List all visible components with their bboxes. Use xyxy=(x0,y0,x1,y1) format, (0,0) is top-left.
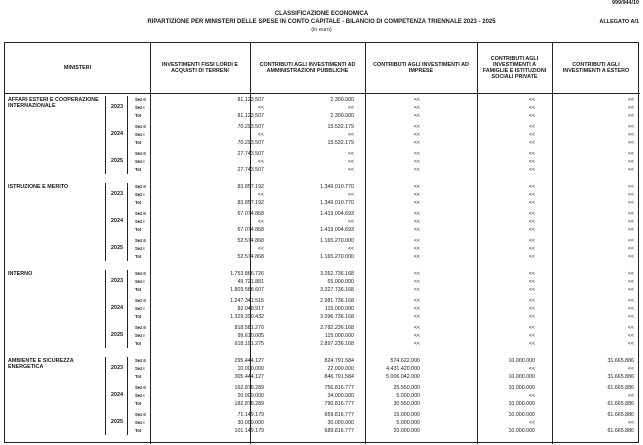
year-label: 2024 xyxy=(110,305,124,311)
cell-value: 182.878.289 xyxy=(234,401,264,407)
cell-value: 31.665.886 xyxy=(607,358,634,364)
cell-value: << xyxy=(413,200,420,206)
cell-value: 30.550.000 xyxy=(393,401,420,407)
cell-value: << xyxy=(627,287,634,293)
table-row xyxy=(5,131,640,139)
cell-value: << xyxy=(528,159,535,165)
cell-value: << xyxy=(528,151,535,157)
cell-value: 1.247.341.515 xyxy=(230,298,264,304)
row-label: Sez I xyxy=(135,132,145,137)
row-label: Tot xyxy=(135,140,142,145)
cell-value: << xyxy=(627,420,634,426)
cell-value: << xyxy=(528,298,535,304)
unit-label: (in euro) xyxy=(311,27,332,33)
cell-value: 10.000.000 xyxy=(237,366,264,372)
year-label: 2025 xyxy=(110,245,124,251)
year-label: 2025 xyxy=(110,419,124,425)
cell-value: 30.000.000 xyxy=(327,420,354,426)
cell-value: 1.419.004.693 xyxy=(320,211,354,217)
row-label: Sez II xyxy=(135,184,146,189)
row-label: Sez I xyxy=(135,333,145,338)
cell-value: << xyxy=(528,97,535,103)
year-column-divider xyxy=(105,183,106,261)
cell-value: << xyxy=(413,271,420,277)
cell-value: << xyxy=(627,333,634,339)
cell-value: 1.349.010.770 xyxy=(320,200,354,206)
cell-value: 27.743.507 xyxy=(237,151,264,157)
cell-value: 101.149.179 xyxy=(234,428,264,434)
row-label: Sez II xyxy=(135,412,146,417)
row-label: Sez I xyxy=(135,192,145,197)
row-label: Sez II xyxy=(135,151,146,156)
cell-value: 305.444.127 xyxy=(234,374,264,380)
cell-value: << xyxy=(413,333,420,339)
row-label: Sez I xyxy=(135,420,145,425)
cell-value: << xyxy=(528,325,535,331)
cell-value: << xyxy=(347,151,354,157)
row-label: Sez I xyxy=(135,219,145,224)
cell-value: 61.665.886 xyxy=(607,385,634,391)
table-row xyxy=(5,226,640,234)
cell-value: << xyxy=(528,132,535,138)
table-row xyxy=(5,158,640,166)
table-row xyxy=(5,400,640,408)
cell-value: << xyxy=(627,246,634,252)
cell-value: << xyxy=(413,124,420,130)
cell-value: << xyxy=(413,184,420,190)
table-row xyxy=(5,384,640,392)
document-subtitle: RIPARTIZIONE PER MINISTERI DELLE SPESE IN CONTO CAPITALE - BILANCIO DI COMPETENZA TRIENNALE 2023 - 2025 xyxy=(147,19,496,25)
year-column-divider xyxy=(127,183,128,261)
row-label: Tot xyxy=(135,254,142,259)
cell-value: << xyxy=(627,200,634,206)
table-row xyxy=(5,183,640,191)
table-row xyxy=(5,340,640,348)
cell-value: << xyxy=(413,254,420,260)
cell-value: << xyxy=(413,306,420,312)
cell-value: << xyxy=(528,105,535,111)
cell-value: 689.816.777 xyxy=(324,428,354,434)
year-column-divider xyxy=(105,96,106,174)
spending-table xyxy=(4,42,639,443)
cell-value: 22.000.000 xyxy=(327,366,354,372)
cell-value: << xyxy=(347,219,354,225)
cell-value: << xyxy=(413,97,420,103)
row-label: Tot xyxy=(135,167,142,172)
table-row xyxy=(5,237,640,245)
row-label: Sez I xyxy=(135,393,145,398)
table-row xyxy=(5,324,640,332)
cell-value: << xyxy=(413,211,420,217)
cell-value: << xyxy=(528,200,535,206)
ministry-name: ISTRUZIONE E MERITO xyxy=(8,184,69,190)
cell-value: << xyxy=(528,113,535,119)
cell-value: << xyxy=(627,219,634,225)
row-label: Sez II xyxy=(135,298,146,303)
cell-value: 818.581.270 xyxy=(234,325,264,331)
table-row xyxy=(5,112,640,120)
page-number: 999/944/10 xyxy=(612,0,639,6)
cell-value: << xyxy=(627,393,634,399)
cell-value: 5.000.000 xyxy=(396,420,420,426)
cell-value: << xyxy=(413,105,420,111)
cell-value: 70.293.507 xyxy=(237,124,264,130)
table-row xyxy=(5,218,640,226)
cell-value: << xyxy=(413,159,420,165)
cell-value: 1.349.010.770 xyxy=(320,184,354,190)
cell-value: << xyxy=(627,113,634,119)
cell-value: << xyxy=(627,298,634,304)
row-label: Sez II xyxy=(135,211,146,216)
cell-value: 71.149.179 xyxy=(237,412,264,418)
row-label: Tot xyxy=(135,341,142,346)
year-label: 2025 xyxy=(110,158,124,164)
cell-value: 61.665.886 xyxy=(607,401,634,407)
table-row xyxy=(5,427,640,435)
cell-value: 83.857.192 xyxy=(237,184,264,190)
header-divider xyxy=(5,93,640,94)
year-column-divider xyxy=(105,270,106,348)
row-label: Sez II xyxy=(135,325,146,330)
table-row xyxy=(5,150,640,158)
cell-value: << xyxy=(413,192,420,198)
cell-value: 15.532.179 xyxy=(327,124,354,130)
ministry-name: AMBIENTE E SICUREZZA ENERGETICA xyxy=(8,358,74,371)
cell-value: 30.000.000 xyxy=(237,420,264,426)
cell-value: 846.791.584 xyxy=(324,374,354,380)
cell-value: << xyxy=(257,105,264,111)
cell-value: 10.000.000 xyxy=(508,412,535,418)
cell-value: 790.816.777 xyxy=(324,401,354,407)
cell-value: << xyxy=(347,167,354,173)
cell-value: << xyxy=(413,298,420,304)
cell-value: << xyxy=(528,238,535,244)
header-contributi-famiglie: CONTRIBUTI AGLI INVESTIMENTI A FAMIGLIE E ISTITUZIONI SOCIALI PRIVATE xyxy=(482,55,547,81)
cell-value: 3.262.736.168 xyxy=(320,271,354,277)
table-row xyxy=(5,104,640,112)
year-column-divider xyxy=(127,96,128,174)
row-label: Tot xyxy=(135,227,142,232)
cell-value: << xyxy=(528,306,535,312)
cell-value: << xyxy=(627,314,634,320)
cell-value: << xyxy=(347,159,354,165)
cell-value: << xyxy=(413,314,420,320)
cell-value: 10.000.000 xyxy=(508,385,535,391)
cell-value: << xyxy=(528,366,535,372)
year-label: 2024 xyxy=(110,131,124,137)
cell-value: << xyxy=(347,132,354,138)
cell-value: << xyxy=(627,227,634,233)
cell-value: << xyxy=(627,159,634,165)
cell-value: << xyxy=(413,219,420,225)
cell-value: 25.550.000 xyxy=(393,385,420,391)
cell-value: << xyxy=(528,420,535,426)
cell-value: << xyxy=(627,341,634,347)
cell-value: << xyxy=(528,227,535,233)
cell-value: 2.897.236.168 xyxy=(320,341,354,347)
cell-value: << xyxy=(627,366,634,372)
cell-value: << xyxy=(413,113,420,119)
table-row xyxy=(5,392,640,400)
cell-value: 1.803.588.607 xyxy=(230,287,264,293)
header-ministeri: MINISTERI xyxy=(63,64,92,71)
cell-value: << xyxy=(413,325,420,331)
cell-value: 20.000.000 xyxy=(393,428,420,434)
cell-value: 3.327.736.168 xyxy=(320,287,354,293)
row-label: Sez I xyxy=(135,105,145,110)
header-investimenti-fissi: INVESTIMENTI FISSI LORDI E ACQUISTI DI TERRENI xyxy=(161,61,239,74)
cell-value: 31.665.886 xyxy=(607,374,634,380)
cell-value: 659.816.777 xyxy=(324,412,354,418)
cell-value: << xyxy=(627,132,634,138)
cell-value: 2.300.000 xyxy=(330,97,354,103)
row-label: Sez I xyxy=(135,279,145,284)
year-column-divider xyxy=(105,357,106,435)
cell-value: << xyxy=(627,167,634,173)
cell-value: 2.300.000 xyxy=(330,113,354,119)
table-row xyxy=(5,373,640,381)
cell-value: 67.074.868 xyxy=(237,227,264,233)
cell-value: 2.782.236.168 xyxy=(320,325,354,331)
cell-value: << xyxy=(413,287,420,293)
cell-value: << xyxy=(413,151,420,157)
cell-value: 81.123.507 xyxy=(237,113,264,119)
year-column-divider xyxy=(127,357,128,435)
table-row xyxy=(5,96,640,104)
cell-value: << xyxy=(257,246,264,252)
cell-value: 1.753.866.726 xyxy=(230,271,264,277)
cell-value: 918.191.275 xyxy=(234,341,264,347)
cell-value: 15.000.000 xyxy=(393,412,420,418)
row-label: Sez II xyxy=(135,238,146,243)
cell-value: << xyxy=(413,140,420,146)
cell-value: 5.000.000 xyxy=(396,393,420,399)
ministry-name: INTERNO xyxy=(8,271,33,277)
row-label: Tot xyxy=(135,113,142,118)
cell-value: 574.622.000 xyxy=(390,358,420,364)
cell-value: 162.878.289 xyxy=(234,385,264,391)
table-row xyxy=(5,305,640,313)
cell-value: 3.096.736.168 xyxy=(320,314,354,320)
cell-value: << xyxy=(627,105,634,111)
table-row xyxy=(5,278,640,286)
cell-value: 4.431.420.000 xyxy=(386,366,420,372)
year-label: 2023 xyxy=(110,365,124,371)
cell-value: << xyxy=(528,124,535,130)
table-row xyxy=(5,245,640,253)
cell-value: << xyxy=(528,341,535,347)
table-row xyxy=(5,332,640,340)
cell-value: << xyxy=(347,192,354,198)
cell-value: << xyxy=(627,140,634,146)
document-title: CLASSIFICAZIONE ECONOMICA xyxy=(274,11,369,17)
cell-value: 1.165.270.000 xyxy=(320,238,354,244)
row-label: Tot xyxy=(135,428,142,433)
cell-value: << xyxy=(413,238,420,244)
cell-value: << xyxy=(257,132,264,138)
table-row xyxy=(5,191,640,199)
year-label: 2024 xyxy=(110,218,124,224)
year-label: 2023 xyxy=(110,191,124,197)
row-label: Sez II xyxy=(135,271,146,276)
cell-value: 10.000.000 xyxy=(508,358,535,364)
cell-value: << xyxy=(627,211,634,217)
cell-value: << xyxy=(528,333,535,339)
cell-value: 10.000.000 xyxy=(508,401,535,407)
table-row xyxy=(5,139,640,147)
year-label: 2023 xyxy=(110,278,124,284)
cell-value: 27.743.507 xyxy=(237,167,264,173)
table-row xyxy=(5,123,640,131)
year-label: 2024 xyxy=(110,392,124,398)
cell-value: << xyxy=(528,254,535,260)
row-label: Tot xyxy=(135,374,142,379)
cell-value: << xyxy=(627,97,634,103)
cell-value: 34.000.000 xyxy=(327,393,354,399)
cell-value: 10.000.000 xyxy=(508,374,535,380)
cell-value: << xyxy=(257,219,264,225)
cell-value: 2.981.736.168 xyxy=(320,298,354,304)
cell-value: << xyxy=(627,238,634,244)
row-label: Sez II xyxy=(135,358,146,363)
cell-value: << xyxy=(627,271,634,277)
cell-value: << xyxy=(528,271,535,277)
table-row xyxy=(5,313,640,321)
header-contributi-estero: CONTRIBUTI AGLI INVESTIMENTI A ESTERO xyxy=(562,61,630,74)
cell-value: 67.074.868 xyxy=(237,211,264,217)
row-label: Sez I xyxy=(135,246,145,251)
table-row xyxy=(5,286,640,294)
cell-value: << xyxy=(627,279,634,285)
row-label: Tot xyxy=(135,401,142,406)
cell-value: << xyxy=(257,159,264,165)
header-contributi-imprese: CONTRIBUTI AGLI INVESTIMENTI AD IMPRESE xyxy=(373,61,469,74)
row-label: Sez I xyxy=(135,366,145,371)
cell-value: 65.000.000 xyxy=(327,279,354,285)
cell-value: 49.721.881 xyxy=(237,279,264,285)
table-row xyxy=(5,365,640,373)
cell-value: 61.665.886 xyxy=(607,412,634,418)
cell-value: << xyxy=(528,184,535,190)
cell-value: 5.006.042.000 xyxy=(386,374,420,380)
header-contributi-amministrazioni: CONTRIBUTI AGLI INVESTIMENTI AD AMMINISTRAZIONI PUBBLICHE xyxy=(259,61,356,74)
table-row xyxy=(5,253,640,261)
cell-value: 70.293.507 xyxy=(237,140,264,146)
cell-value: << xyxy=(528,211,535,217)
cell-value: << xyxy=(627,124,634,130)
table-row xyxy=(5,166,640,174)
year-column-divider xyxy=(127,270,128,348)
year-label: 2025 xyxy=(110,332,124,338)
table-row xyxy=(5,419,640,427)
cell-value: 824.791.584 xyxy=(324,358,354,364)
cell-value: 10.000.000 xyxy=(508,428,535,434)
row-label: Sez I xyxy=(135,159,145,164)
table-row xyxy=(5,199,640,207)
row-label: Tot xyxy=(135,287,142,292)
row-label: Sez II xyxy=(135,97,146,102)
table-row xyxy=(5,210,640,218)
cell-value: << xyxy=(528,279,535,285)
cell-value: << xyxy=(413,279,420,285)
cell-value: << xyxy=(627,192,634,198)
ministry-name: AFFARI ESTERI E COOPERAZIONE INTERNAZIONALE xyxy=(8,97,99,110)
cell-value: << xyxy=(347,246,354,252)
cell-value: << xyxy=(627,306,634,312)
cell-value: << xyxy=(413,132,420,138)
cell-value: << xyxy=(627,325,634,331)
row-label: Sez II xyxy=(135,124,146,129)
cell-value: << xyxy=(627,254,634,260)
cell-value: << xyxy=(413,246,420,252)
cell-value: << xyxy=(347,105,354,111)
cell-value: << xyxy=(528,287,535,293)
cell-value: 1.165.270.000 xyxy=(320,254,354,260)
cell-value: << xyxy=(413,227,420,233)
cell-value: 1.419.004.693 xyxy=(320,227,354,233)
cell-value: << xyxy=(528,140,535,146)
cell-value: 52.574.868 xyxy=(237,238,264,244)
cell-value: << xyxy=(528,167,535,173)
cell-value: << xyxy=(627,151,634,157)
cell-value: << xyxy=(528,246,535,252)
cell-value: 15.532.179 xyxy=(327,140,354,146)
cell-value: 1.329.390.432 xyxy=(230,314,264,320)
table-row xyxy=(5,297,640,305)
cell-value: 61.665.886 xyxy=(607,428,634,434)
cell-value: << xyxy=(413,341,420,347)
table-row xyxy=(5,411,640,419)
allegato-label: ALLEGATO A/1 xyxy=(599,19,639,25)
cell-value: 20.000.000 xyxy=(237,393,264,399)
table-row xyxy=(5,357,640,365)
cell-value: 81.123.507 xyxy=(237,97,264,103)
cell-value: 115.000.000 xyxy=(324,306,354,312)
cell-value: << xyxy=(413,167,420,173)
cell-value: 756.816.777 xyxy=(324,385,354,391)
cell-value: 295.444.127 xyxy=(234,358,264,364)
cell-value: << xyxy=(528,219,535,225)
row-label: Tot xyxy=(135,314,142,319)
table-row xyxy=(5,270,640,278)
cell-value: << xyxy=(528,192,535,198)
row-label: Sez I xyxy=(135,306,145,311)
year-label: 2023 xyxy=(110,104,124,110)
cell-value: << xyxy=(257,192,264,198)
cell-value: << xyxy=(627,184,634,190)
cell-value: 83.857.192 xyxy=(237,200,264,206)
cell-value: 99.610.005 xyxy=(237,333,264,339)
cell-value: << xyxy=(528,314,535,320)
cell-value: << xyxy=(528,393,535,399)
cell-value: 115.000.000 xyxy=(324,333,354,339)
cell-value: 52.574.868 xyxy=(237,254,264,260)
row-label: Tot xyxy=(135,200,142,205)
cell-value: 82.048.917 xyxy=(237,306,264,312)
row-label: Sez II xyxy=(135,385,146,390)
